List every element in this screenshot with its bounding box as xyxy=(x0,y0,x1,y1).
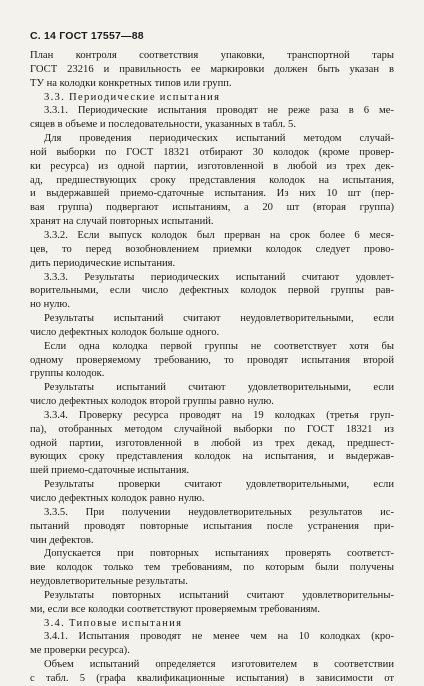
text-line: Допускается при повторных испытаниях проверять соответст- xyxy=(44,548,394,560)
text-line: дить периодические испытания. xyxy=(30,257,176,269)
text-line: но нулю. xyxy=(30,299,70,311)
section-heading: 3.4. Типовые испытания xyxy=(44,617,183,629)
text-line: ми, если все колодки соответствуют проверяемым требованиям. xyxy=(30,603,320,615)
text-line: с табл. 5 (графа квалификационные испытания) в зависимости от xyxy=(30,672,394,684)
text-line: 3.4.1. Испытания проводят не менее чем на 10 колодках (кро- xyxy=(44,631,394,643)
text-line: одному проверяемому требованию, то проводят испытания второй xyxy=(30,354,394,366)
text-line: число дефектных колодок больше одного. xyxy=(30,326,220,338)
text-line: ки ресурса) из одной партии, изготовленной в любой из трех дек- xyxy=(30,160,394,172)
text-line: ад, предшествующих сроку представления колодок на испытания, xyxy=(30,174,394,186)
text-line: число дефектных колодок второй группы равно нулю. xyxy=(30,396,274,408)
text-line: группы колодок. xyxy=(30,368,105,380)
text-line: ной выборки по ГОСТ 18321 отбирают 30 колодок (кроме провер- xyxy=(30,146,394,158)
text-line: вая группа) подвергают испытаниям, а 20 шт (вторая группа) xyxy=(30,202,394,214)
text-line: ме проверки ресурса). xyxy=(30,645,130,657)
text-line: и выдержавшей приемо-сдаточные испытания. Из них 10 шт (пер- xyxy=(30,188,394,200)
text-line: цев, то перед возобновлением приемки колодок следует прово- xyxy=(30,243,394,255)
section-heading: 3.3. Периодические испытания xyxy=(44,91,221,103)
text-line: чин дефектов. xyxy=(30,534,94,546)
text-line: 3.3.1. Периодические испытания проводят не реже раза в 6 ме- xyxy=(44,105,394,117)
text-line: па), отобранных методом случайной выборки по ГОСТ 18321 из xyxy=(30,423,394,435)
text-line: ГОСТ 23216 и правильность ее маркировки должен быть указан в xyxy=(30,63,394,75)
text-line: вие колодок только тем требованиям, по которым были получены xyxy=(30,562,394,574)
text-line: Для проведения периодических испытаний методом случай- xyxy=(44,133,394,145)
text-line: Результаты повторных испытаний считают удовлетворительны- xyxy=(44,589,394,601)
text-line: одной партии, изготовленной в любой из трех декад, предшест- xyxy=(30,437,394,449)
document-body xyxy=(30,49,394,686)
text-line: ворительными, если число дефектных колодок первой группы рав- xyxy=(30,285,394,297)
text-line: ТУ на колодки конкретных типов или групп. xyxy=(30,77,232,89)
text-line: неудовлетворительные результаты. xyxy=(30,576,188,588)
text-line: Если одна колодка первой группы не соответствует хотя бы xyxy=(44,340,394,352)
text-line: хранят на случай повторных испытаний. xyxy=(30,216,214,228)
text-line: Результаты испытаний считают неудовлетворительными, если xyxy=(44,313,394,325)
text-line: 3.3.5. При получении неудовлетворительных результатов ис- xyxy=(44,506,394,518)
text-line: Результаты проверки считают удовлетворительными, если xyxy=(44,479,394,491)
text-line: 3.3.3. Результаты периодических испытаний считают удовлет- xyxy=(44,271,394,283)
text-line: шей приемо-сдаточные испытания. xyxy=(30,465,190,477)
text-line: 3.3.2. Если выпуск колодок был прерван на срок более 6 меся- xyxy=(44,229,394,241)
text-line: вующих сроку представления колодок на испытания, и выдержав- xyxy=(30,451,394,463)
text-line: 3.3.4. Проверку ресурса проводят на 19 колодках (третья груп- xyxy=(44,409,394,421)
text-line: Результаты испытаний считают удовлетворительными, если xyxy=(44,382,394,394)
text-line: пытаний проводят повторные испытания после устранения при- xyxy=(30,520,394,532)
text-line: число дефектных колодок равно нулю. xyxy=(30,493,205,504)
text-line: сяцев в объеме и последовательности, указанных в табл. 5. xyxy=(30,119,296,131)
page-header: С. 14 ГОСТ 17557—88 xyxy=(30,30,144,42)
text-line: Объем испытаний определяется изготовителем в соответствии xyxy=(44,659,394,671)
text-line: План контроля соответствия упаковки, транспортной тары xyxy=(30,50,394,61)
